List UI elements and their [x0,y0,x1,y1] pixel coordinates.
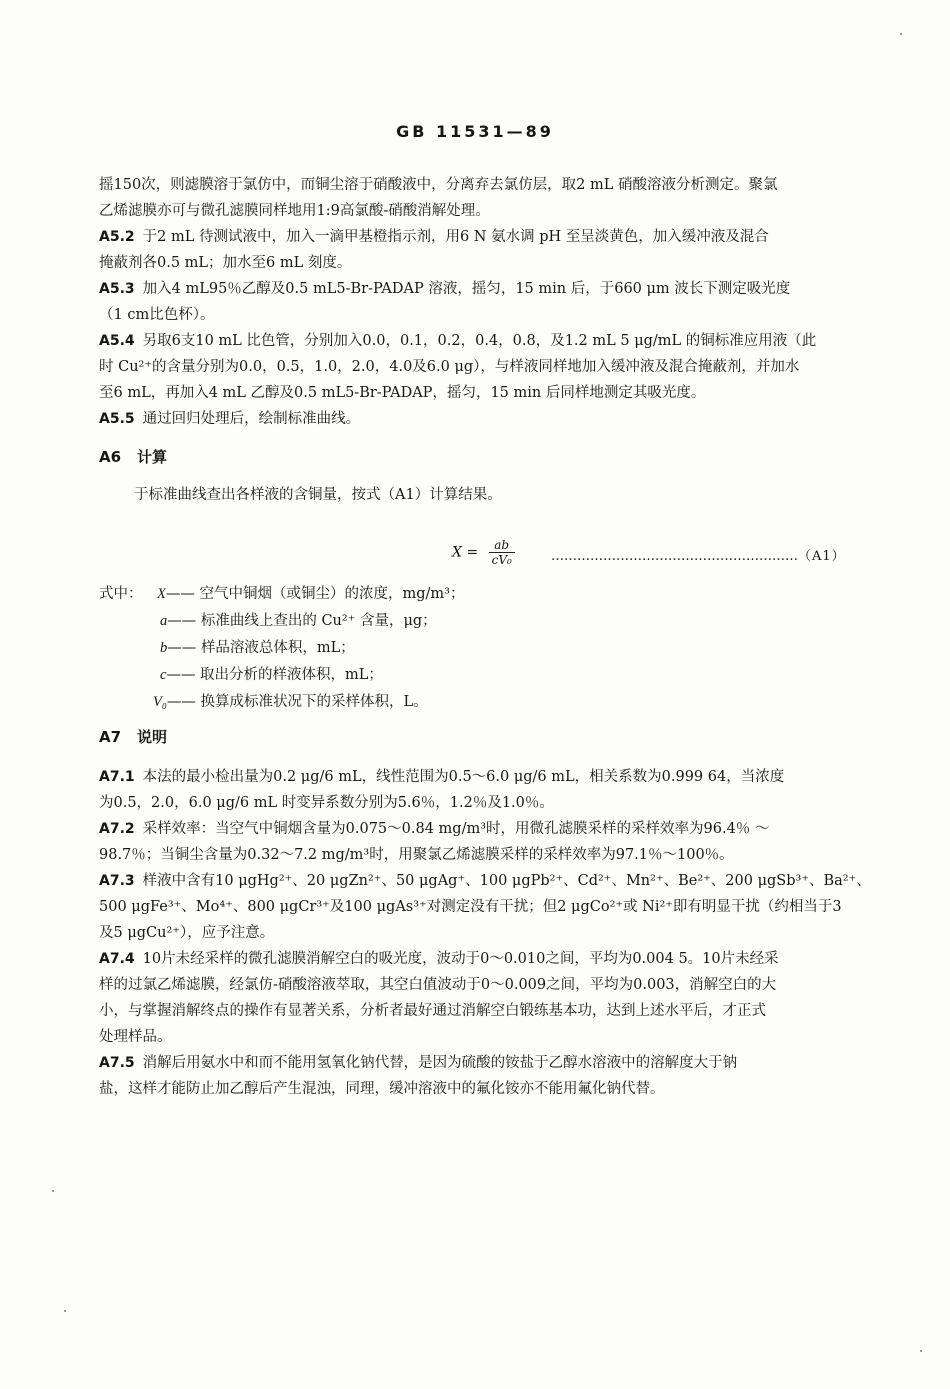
note-a7-1 [99,766,784,788]
note-line: 为0.5，2.0，6.0 μg/6 mL 时变异系数分别为5.6％，1.2％及1.0％。 [99,795,554,811]
intro-line: 乙烯滤膜亦可与微孔滤膜同样地用1:9高氯酸-硝酸消解处理。 [99,203,490,219]
step-label: A5.2 [99,229,135,245]
definition-text: —— 换算成标准状况下的采样体积，L。 [166,694,428,710]
note-a7-2 [99,818,769,840]
step-line: 至6 mL，再加入4 mL 乙醇及0.5 mL5-Br-PADAP，摇匀，15 min 后同样地测定其吸光度。 [99,385,706,401]
definition-x [157,582,464,603]
note-label: A7.3 [99,873,135,889]
definition-text: —— 取出分析的样液体积，mL； [166,667,383,683]
section-number: A7 [99,728,122,746]
step-a5-5 [99,408,360,430]
definition-symbol: V₀ [153,694,167,710]
section-title: 说明 [137,728,168,746]
step-line: 掩蔽剂各0.5 mL；加水至6 mL 刻度。 [99,255,352,271]
standard-header: GB 11531—89 [396,122,554,141]
step-line: （1 cm比色杯）。 [99,307,215,323]
step-text: 另取6支10 mL 比色管，分别加入0.0，0.1，0.2，0.4，0.8，及1.2 mL 5 μg/mL 的铜标准应用液（此 [142,333,817,349]
formula-fraction [489,538,515,567]
definition-symbol: X [157,586,166,602]
formula-a1 [452,538,515,567]
step-a5-2 [99,226,769,248]
where-label: 式中： [99,586,143,602]
note-line: 98.7％；当铜尘含量为0.32～7.2 mg/m³时，用聚氯乙烯滤膜采样的采样效率为97.1％～100％。 [99,847,734,863]
scan-speck [920,1350,922,1352]
definition-v0 [153,690,428,711]
note-label: A7.1 [99,769,135,785]
intro-line: 摇150次，则滤膜溶于氯仿中，而铜尘溶于硝酸液中，分离弃去氯仿层，取2 mL 硝酸溶液分析测定。聚氯 [99,177,778,193]
step-a5-3 [99,278,790,300]
note-text: 本法的最小检出量为0.2 μg/6 mL，线性范围为0.5～6.0 μg/6 mL，相关系数为0.999 64，当浓度 [142,769,785,785]
note-label: A7.2 [99,821,135,837]
note-a7-4 [99,948,779,970]
step-a5-4 [99,330,816,352]
formula-lhs: X = [452,544,479,561]
note-a7-3 [99,870,871,892]
note-line: 小，与掌握消解终点的操作有显著关系，分析者最好通过消解空白锻练基本功，达到上述水平后，才正式 [99,1003,766,1019]
note-line: 盐，这样才能防止加乙醇后产生混浊，同理，缓冲溶液中的氟化铵亦不能用氟化钠代替。 [99,1081,665,1097]
note-text: 采样效率：当空气中铜烟含量为0.075～0.84 mg/m³时，用微孔滤膜采样的采样效率为96.4％ ～ [142,821,770,837]
definition-c [160,663,383,684]
step-text: 通过回归处理后，绘制标准曲线。 [142,411,361,427]
note-text: 10片未经采样的微孔滤膜消解空白的吸光度，波动于0～0.010之间，平均为0.004 5。10片未经采 [142,951,779,967]
section-heading-a6 [99,446,167,467]
formula-denominator: cV₀ [491,553,512,567]
step-label: A5.4 [99,333,135,349]
scan-speck [64,1310,66,1312]
definition-symbol: b [160,640,168,656]
definition-a [160,609,437,630]
note-text: 样液中含有10 μgHg²⁺、20 μgZn²⁺、50 μgAg⁺、100 μgPb²⁺、Cd²⁺、Mn²⁺、Be²⁺、200 μgSb³⁺、Ba²⁺、 [142,873,871,889]
definition-text: —— 样品溶液总体积，mL； [167,640,355,656]
definition-symbol: a [160,613,168,629]
formula-label-row [551,545,846,564]
note-text: 消解后用氨水中和而不能用氢氧化钠代替，是因为硫酸的铵盐于乙醇水溶液中的溶解度大于钠 [142,1055,738,1071]
step-label: A5.3 [99,281,135,297]
scan-speck [900,33,902,35]
definition-text: —— 空气中铜烟（或铜尘）的浓度，mg/m³； [165,586,465,602]
step-line: 时 Cu²⁺的含量分别为0.0，0.5，1.0，2.0，4.0及6.0 μg），与样液同样地加入缓冲液及混合掩蔽剂，并加水 [99,359,800,375]
note-label: A7.4 [99,951,135,967]
scan-speck [52,1190,54,1192]
note-line: 样的过氯乙烯滤膜，经氯仿-硝酸溶液萃取，其空白值波动于0～0.009之间，平均为0.003，消解空白的大 [99,977,777,993]
note-a7-5 [99,1052,737,1074]
step-text: 于2 mL 待测试液中，加入一滴甲基橙指示剂，用6 N 氨水调 pH 至呈淡黄色，加入缓冲液及混合 [142,229,769,245]
note-line: 处理样品。 [99,1029,172,1045]
note-line: 500 μgFe³⁺、Mo⁴⁺、800 μgCr³⁺及100 μgAs³⁺对测定没有干扰；但2 μgCo²⁺或 Ni²⁺即有明显干扰（约相当于3 [99,899,842,915]
calc-text: 于标准曲线查出各样液的含铜量，按式（A1）计算结果。 [134,487,502,503]
leader-dots: ………………………………………………… [551,549,798,564]
note-line: 及5 μgCu²⁺），应予注意。 [99,925,275,941]
definition-text: —— 标准曲线上查出的 Cu²⁺ 含量，μg； [167,613,437,629]
note-label: A7.5 [99,1055,135,1071]
formula-numerator: ab [489,538,515,553]
formula-number: （A1） [798,549,846,564]
definition-symbol: c [160,667,167,683]
section-title: 计算 [137,448,168,466]
section-number: A6 [99,448,122,466]
step-label: A5.5 [99,411,135,427]
section-heading-a7 [99,726,167,747]
definition-b [160,636,355,657]
step-text: 加入4 mL95％乙醇及0.5 mL5-Br-PADAP 溶液，摇匀，15 min 后，于660 μm 波长下测定吸光度 [142,281,791,297]
